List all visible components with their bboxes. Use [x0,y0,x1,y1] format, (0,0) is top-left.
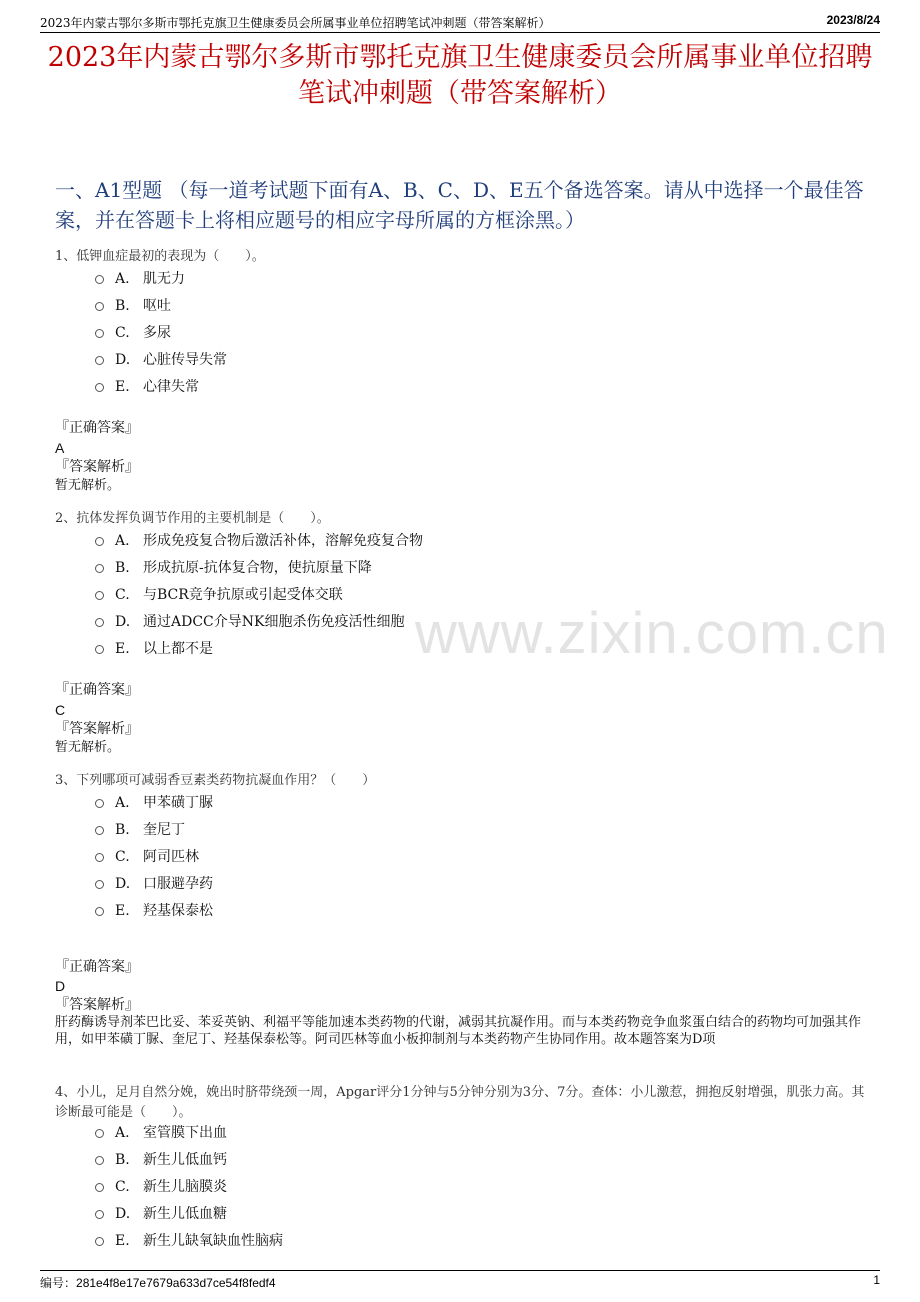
radio-icon[interactable] [95,329,104,338]
option-letter: C. [115,849,130,865]
radio-icon[interactable] [95,383,104,392]
option-letter: E. [115,1233,130,1249]
radio-icon[interactable] [95,799,104,808]
analysis-text: 暂无解析。 [55,740,121,755]
radio-icon[interactable] [95,1237,104,1246]
radio-icon[interactable] [95,907,104,916]
option-text: 阿司匹林 [143,849,199,865]
footer-code-value: 281e4f8e17e7679a633d7ce54f8fedf4 [76,1276,276,1290]
option-text: 以上都不是 [143,641,213,657]
radio-icon[interactable] [95,826,104,835]
radio-icon[interactable] [95,1129,104,1138]
footer-code [40,1274,276,1291]
correct-answer-value: D [55,978,66,994]
option-text: 肌无力 [143,271,185,287]
radio-icon[interactable] [95,1156,104,1165]
option-text: 室管膜下出血 [143,1125,227,1141]
radio-icon[interactable] [95,564,104,573]
analysis-label: 『答案解析』 [55,459,139,475]
option-text: 呕吐 [143,298,171,314]
radio-icon[interactable] [95,356,104,365]
analysis-label: 『答案解析』 [55,997,139,1013]
option-letter: D. [115,352,131,368]
option-letter: B. [115,560,130,576]
document-title: 2023年内蒙古鄂尔多斯市鄂托克旗卫生健康委员会所属事业单位招聘笔试冲刺题（带答案解析） [47,42,873,109]
radio-icon[interactable] [95,1210,104,1219]
section-heading: 一、A1型题 （每一道考试题下面有A、B、C、D、E五个备选答案。请从中选择一个最佳答案，并在答题卡上将相应题号的相应字母所属的方框涂黑。） [55,178,864,232]
footer-code-label: 编号： [40,1276,77,1290]
option-text: 形成免疫复合物后激活补体，溶解免疫复合物 [143,533,423,549]
option-text: 与BCR竞争抗原或引起受体交联 [143,587,343,603]
option-letter: D. [115,614,131,630]
page-number: 1 [873,1273,880,1287]
watermark: www.zixin.com.cn [415,601,889,666]
option-text: 奎尼丁 [143,822,185,838]
header-doc-name: 2023年内蒙古鄂尔多斯市鄂托克旗卫生健康委员会所属事业单位招聘笔试冲刺题（带答案解析） [40,16,551,30]
radio-icon[interactable] [95,880,104,889]
correct-answer-label: 『正确答案』 [55,959,139,975]
radio-icon[interactable] [95,853,104,862]
option-letter: D. [115,876,131,892]
analysis-text: 暂无解析。 [55,478,121,493]
option-letter: A. [115,533,130,549]
option-letter: B. [115,822,130,838]
correct-answer-value: A [55,440,65,456]
analysis-text: 肝药酶诱导剂苯巴比妥、苯妥英钠、利福平等能加速本类药物的代谢，减弱其抗凝作用。而与本类药物竞争血浆蛋白结合的药物均可加强其作用，如甲苯磺丁脲、奎尼丁、羟基保泰松等。阿司匹林等血小板抑制剂与本类药物产生协同作用。故本题答案为D项 [55,1015,862,1047]
analysis-label: 『答案解析』 [55,721,139,737]
option-text: 新生儿缺氧缺血性脑病 [143,1233,283,1249]
option-text: 甲苯磺丁脲 [143,795,213,811]
option-letter: A. [115,271,130,287]
page-header [40,8,880,33]
option-text: 新生儿脑膜炎 [143,1179,227,1195]
option-text: 通过ADCC介导NK细胞杀伤免疫活性细胞 [143,614,405,630]
radio-icon[interactable] [95,645,104,654]
option-letter: C. [115,325,130,341]
correct-answer-label: 『正确答案』 [55,420,139,436]
question-text: 2、抗体发挥负调节作用的主要机制是（ ）。 [55,511,330,526]
option-text: 心律失常 [143,379,199,395]
header-date: 2023/8/24 [826,13,880,27]
option-text: 口服避孕药 [143,876,213,892]
question-text: 3、下列哪项可减弱香豆素类药物抗凝血作用？（ ） [55,773,376,788]
radio-icon[interactable] [95,1183,104,1192]
option-letter: B. [115,1152,130,1168]
option-letter: B. [115,298,130,314]
radio-icon[interactable] [95,302,104,311]
radio-icon[interactable] [95,618,104,627]
option-text: 羟基保泰松 [143,903,213,919]
radio-icon[interactable] [95,275,104,284]
question-text: 1、低钾血症最初的表现为（ ）。 [55,249,265,264]
option-text: 多尿 [143,325,171,341]
option-letter: A. [115,1125,130,1141]
option-letter: D. [115,1206,131,1222]
correct-answer-label: 『正确答案』 [55,682,139,698]
option-letter: E. [115,379,130,395]
radio-icon[interactable] [95,591,104,600]
option-letter: A. [115,795,130,811]
option-text: 新生儿低血糖 [143,1206,227,1222]
radio-icon[interactable] [95,537,104,546]
option-letter: C. [115,587,130,603]
correct-answer-value: C [55,702,66,718]
question-text: 4、小儿，足月自然分娩，娩出时脐带绕颈一周，Apgar评分1分钟与5分钟分别为3分、7分。查体：小儿激惹，拥抱反射增强，肌张力高。其诊断最可能是（ ）。 [55,1085,865,1120]
option-letter: E. [115,903,130,919]
page-footer [40,1270,880,1293]
option-text: 心脏传导失常 [143,352,227,368]
option-letter: E. [115,641,130,657]
option-text: 新生儿低血钙 [143,1152,227,1168]
option-letter: C. [115,1179,130,1195]
option-text: 形成抗原-抗体复合物，使抗原量下降 [143,560,372,576]
